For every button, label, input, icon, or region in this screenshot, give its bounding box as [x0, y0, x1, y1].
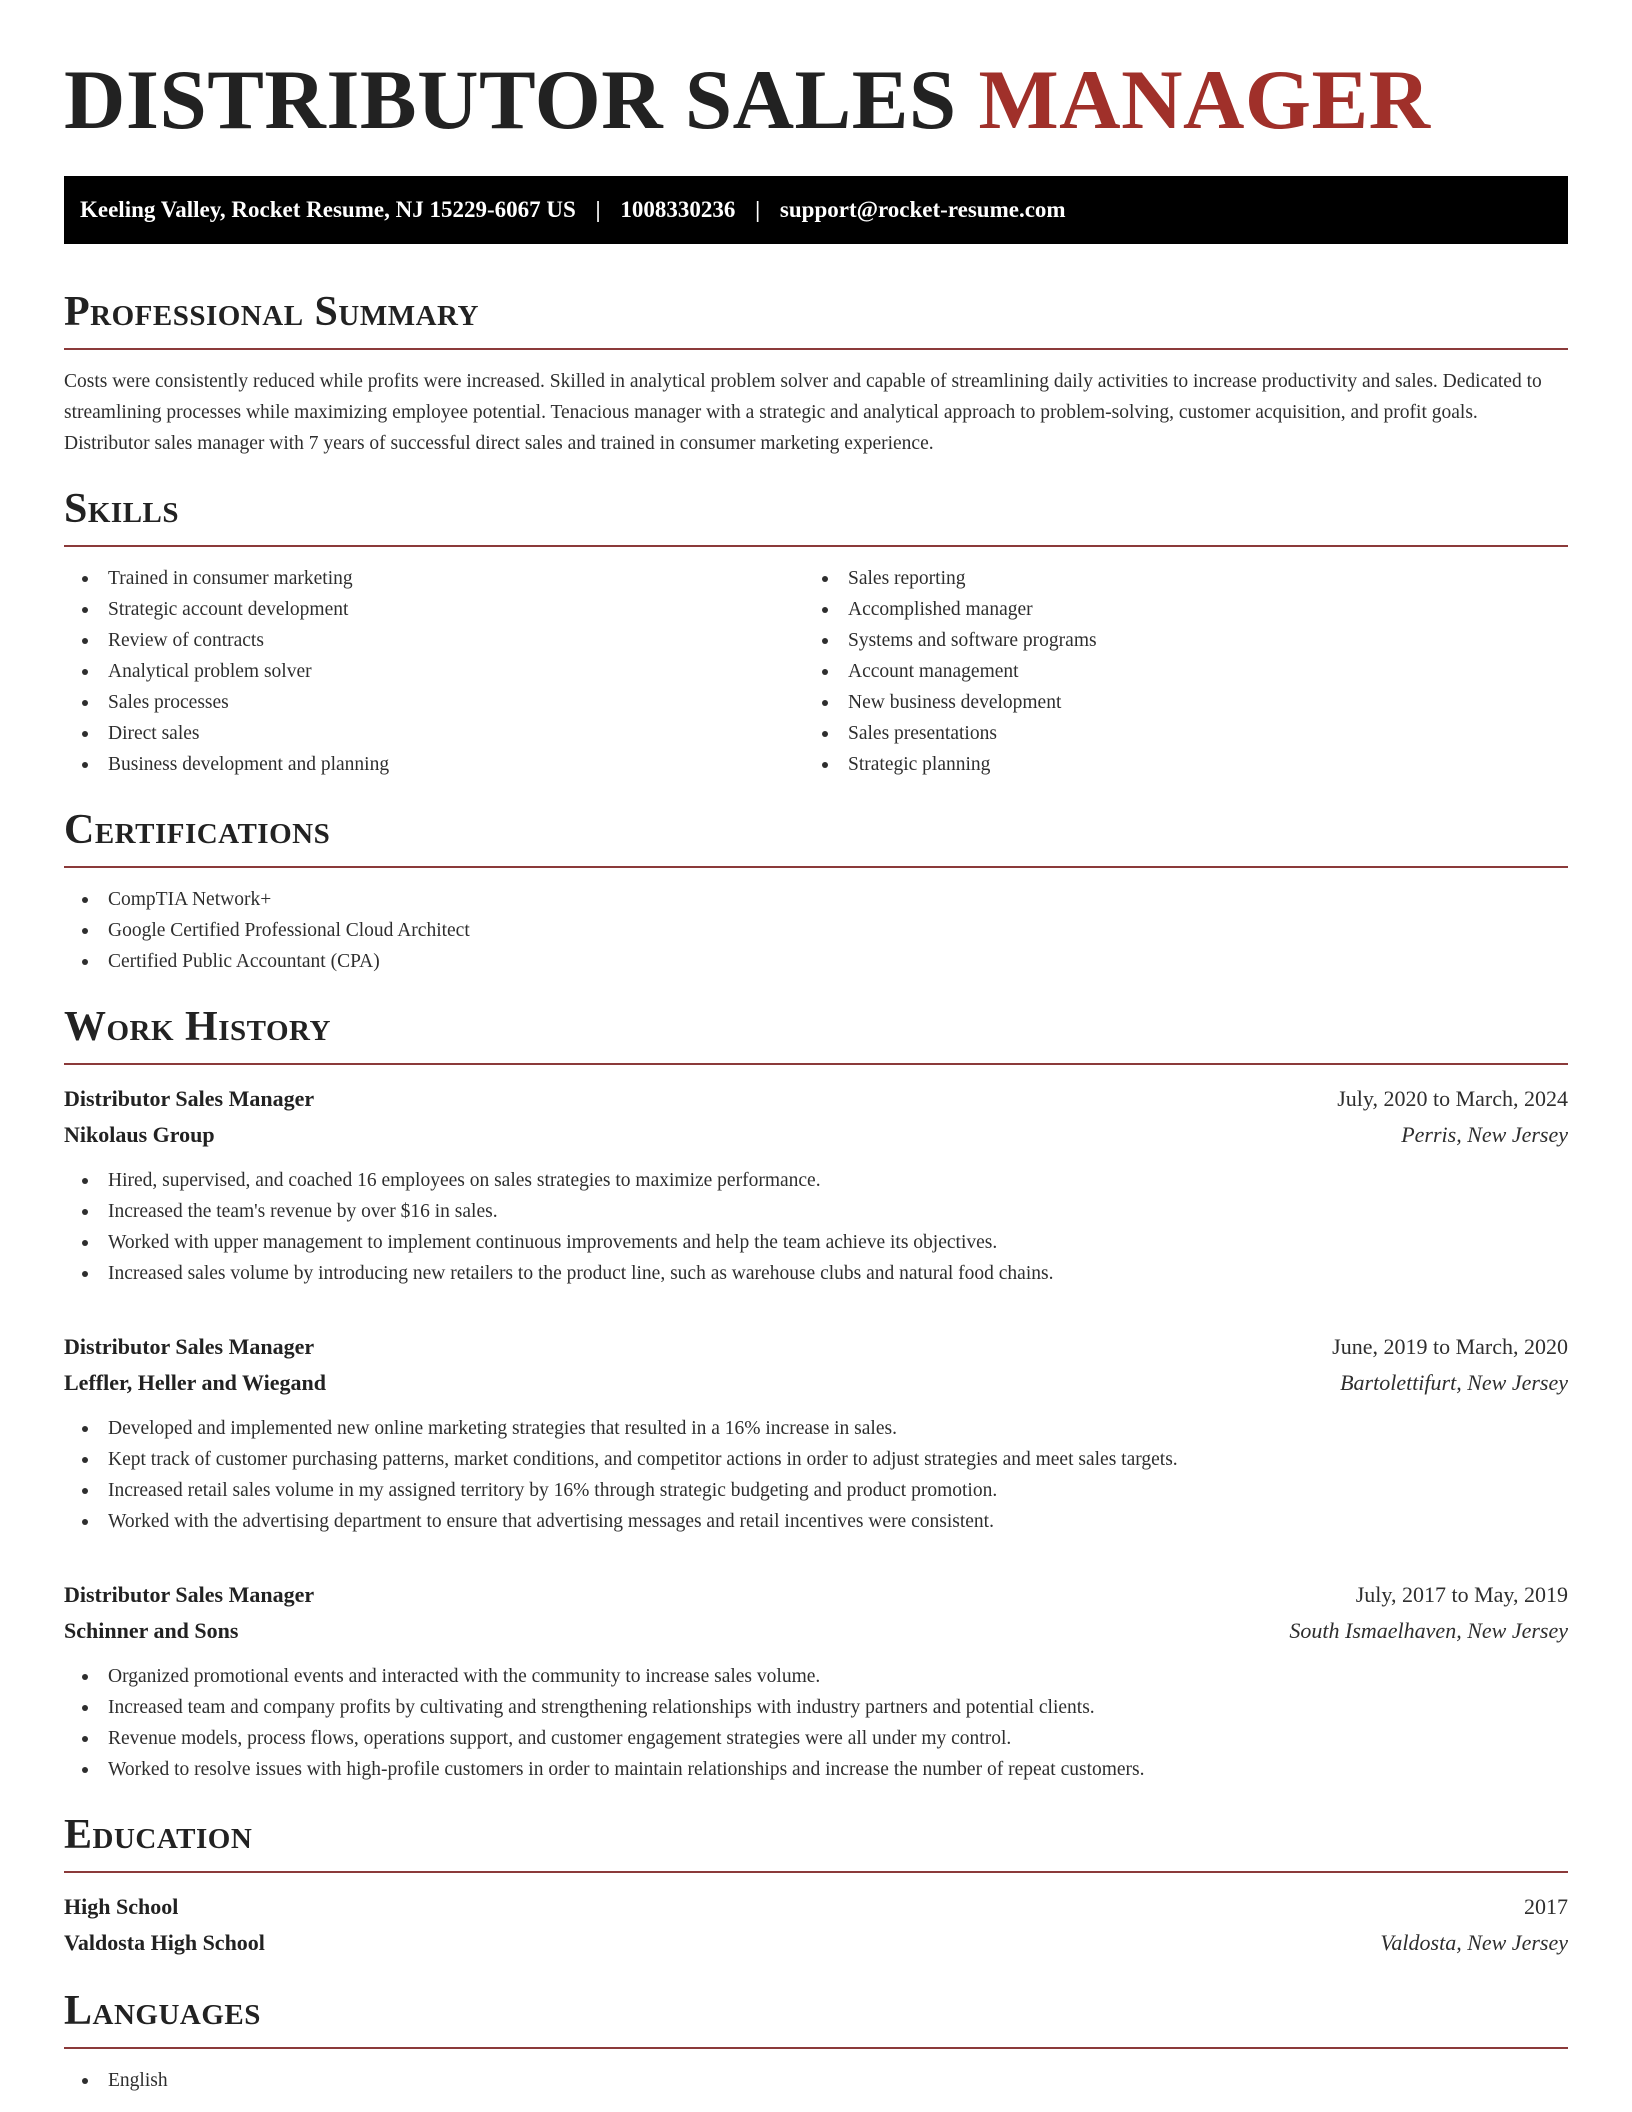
job-company-row	[64, 1365, 1568, 1401]
list-item: Strategic planning	[804, 749, 1544, 780]
education-degree: High School	[64, 1894, 179, 1919]
contact-email: support@rocket-resume.com	[779, 197, 1066, 222]
list-item: Certified Public Accountant (CPA)	[64, 946, 1568, 977]
skills-grid	[64, 547, 1568, 780]
certifications-heading: Certifications	[64, 806, 1568, 868]
job-company: Nikolaus Group	[64, 1122, 215, 1147]
job-company-row	[64, 1117, 1568, 1153]
skills-section	[64, 485, 1568, 780]
list-item: Google Certified Professional Cloud Architect	[64, 915, 1568, 946]
summary-text: Costs were consistently reduced while profits were increased. Skilled in analytical problem solver and capable of streamlining daily activities to increase productivity and sales. Dedicated to streamlining processes while maximizing employee potential. Tenacious manager with a strategic and analytical approach to problem-solving, customer acquisition, and profit goals. Distributor sales manager with 7 years of successful direct sales and trained in consumer marketing experience.	[64, 371, 1542, 454]
list-item: Worked with the advertising department to ensure that advertising messages and retail incentives were consistent.	[64, 1506, 1568, 1537]
education-location: Valdosta, New Jersey	[1380, 1930, 1568, 1955]
list-item: Review of contracts	[64, 625, 804, 656]
contact-address: Keeling Valley, Rocket Resume, NJ 15229-6067 US	[80, 197, 576, 222]
job-location: South Ismaelhaven, New Jersey	[1289, 1618, 1568, 1643]
list-item: Strategic account development	[64, 594, 804, 625]
list-item: Sales presentations	[804, 718, 1544, 749]
list-item: Worked with upper management to implement continuous improvements and help the team achieve its objectives.	[64, 1227, 1568, 1258]
job-dates: June, 2019 to March, 2020	[1332, 1334, 1568, 1359]
work-history-section	[64, 1003, 1568, 1785]
job-title: Distributor Sales Manager	[64, 1582, 315, 1607]
education-school: Valdosta High School	[64, 1930, 265, 1955]
languages-heading: Languages	[64, 1987, 1568, 2049]
education-year: 2017	[1524, 1894, 1568, 1919]
job-entry	[64, 1329, 1568, 1537]
job-location: Bartolettifurt, New Jersey	[1340, 1370, 1568, 1395]
job-location: Perris, New Jersey	[1401, 1122, 1568, 1147]
list-item: Increased retail sales volume in my assigned territory by 16% through strategic budgeting and product promotion.	[64, 1475, 1568, 1506]
list-item: Sales reporting	[804, 563, 1544, 594]
job-title: Distributor Sales Manager	[64, 1334, 315, 1359]
skills-list-left	[64, 563, 804, 780]
certifications-list	[64, 884, 1568, 977]
certifications-section	[64, 806, 1568, 977]
education-section	[64, 1811, 1568, 1961]
contact-phone: 1008330236	[620, 197, 736, 222]
summary-heading: Professional Summary	[64, 288, 1568, 350]
education-entry	[64, 1889, 1568, 1961]
list-item: Sales processes	[64, 687, 804, 718]
job-dates: July, 2020 to March, 2024	[1337, 1086, 1568, 1111]
job-dates: July, 2017 to May, 2019	[1355, 1582, 1568, 1607]
education-heading: Education	[64, 1811, 1568, 1873]
list-item: Direct sales	[64, 718, 804, 749]
list-item: Trained in consumer marketing	[64, 563, 804, 594]
list-item: Increased the team's revenue by over $16 in sales.	[64, 1196, 1568, 1227]
skills-heading: Skills	[64, 485, 1568, 547]
title-accent: MANAGER	[978, 53, 1431, 147]
job-bullets	[64, 1413, 1568, 1537]
languages-list	[64, 2065, 1568, 2096]
list-item: Systems and software programs	[804, 625, 1544, 656]
list-item: Worked to resolve issues with high-profile customers in order to maintain relationships and increase the number of repeat customers.	[64, 1754, 1568, 1785]
job-company-row	[64, 1613, 1568, 1649]
list-item: Kept track of customer purchasing patterns, market conditions, and competitor actions in order to adjust strategies and meet sales targets.	[64, 1444, 1568, 1475]
job-title: Distributor Sales Manager	[64, 1086, 315, 1111]
summary-section	[64, 288, 1568, 459]
list-item: Business development and planning	[64, 749, 804, 780]
list-item: Account management	[804, 656, 1544, 687]
education-school-row	[64, 1925, 1568, 1961]
job-entry	[64, 1081, 1568, 1289]
languages-section	[64, 1987, 1568, 2096]
contact-separator: |	[755, 197, 761, 222]
job-company: Leffler, Heller and Wiegand	[64, 1370, 326, 1395]
education-degree-row	[64, 1889, 1568, 1925]
resume-title	[64, 0, 1568, 147]
job-title-row	[64, 1081, 1568, 1117]
contact-bar	[64, 176, 1568, 244]
list-item: Analytical problem solver	[64, 656, 804, 687]
list-item: New business development	[804, 687, 1544, 718]
job-bullets	[64, 1165, 1568, 1289]
title-main: DISTRIBUTOR SALES	[64, 53, 957, 147]
list-item: Increased team and company profits by cultivating and strengthening relationships with industry partners and potential clients.	[64, 1692, 1568, 1723]
job-company: Schinner and Sons	[64, 1618, 239, 1643]
list-item: CompTIA Network+	[64, 884, 1568, 915]
job-title-row	[64, 1329, 1568, 1365]
list-item: Accomplished manager	[804, 594, 1544, 625]
contact-separator: |	[595, 197, 601, 222]
list-item: Hired, supervised, and coached 16 employees on sales strategies to maximize performance.	[64, 1165, 1568, 1196]
list-item: Developed and implemented new online marketing strategies that resulted in a 16% increase in sales.	[64, 1413, 1568, 1444]
skills-list-right	[804, 563, 1544, 780]
work-history-heading: Work History	[64, 1003, 1568, 1065]
list-item: Organized promotional events and interacted with the community to increase sales volume.	[64, 1661, 1568, 1692]
job-title-row	[64, 1577, 1568, 1613]
list-item: Revenue models, process flows, operations support, and customer engagement strategies were all under my control.	[64, 1723, 1568, 1754]
job-entry	[64, 1577, 1568, 1785]
list-item: Increased sales volume by introducing new retailers to the product line, such as warehouse clubs and natural food chains.	[64, 1258, 1568, 1289]
job-bullets	[64, 1661, 1568, 1785]
list-item: English	[64, 2065, 1568, 2096]
